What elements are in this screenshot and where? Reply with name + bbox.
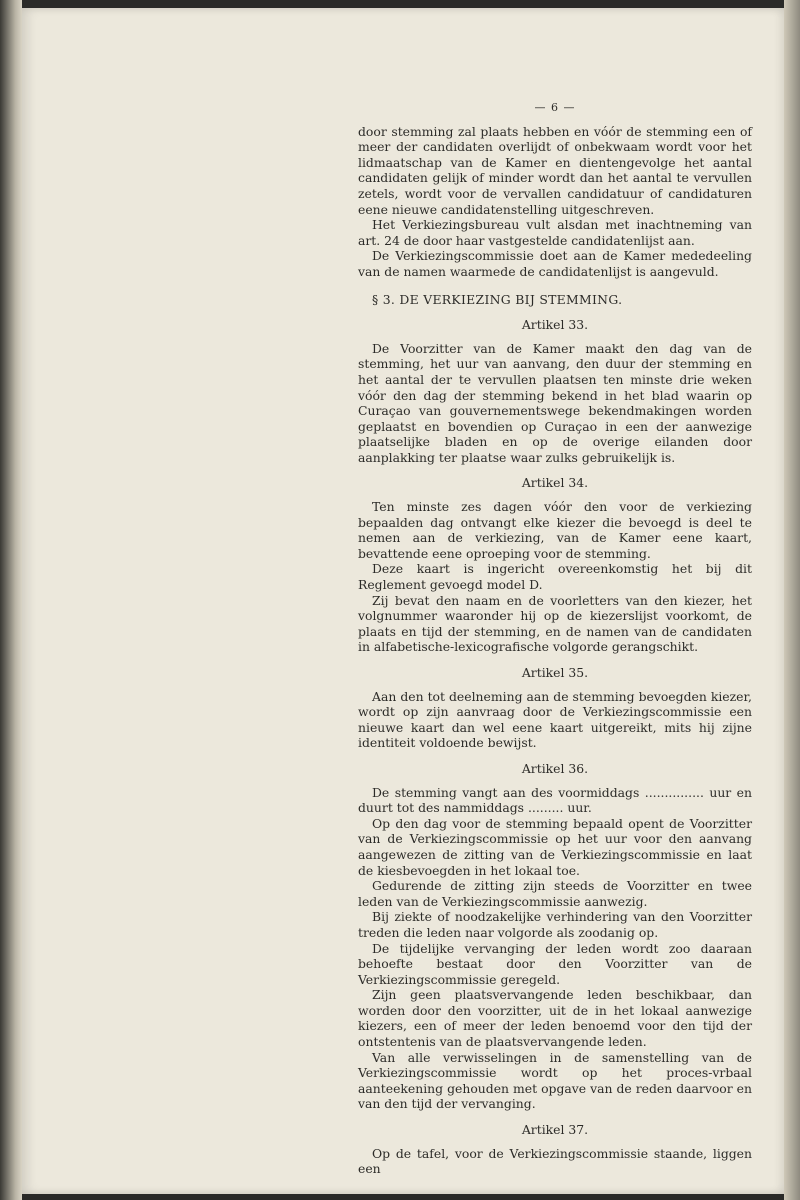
page-text — [358, 100, 752, 1177]
article-paragraph: Van alle verwisselingen in de samenstelling van de Verkiezingscommissie wordt op het proces-vrbaal aanteekening gehouden met opgave van de reden daarvoor en van den tijd der vervanging. — [358, 1049, 752, 1112]
article-paragraph: Op den dag voor de stemming bepaald opent de Voorzitter van de Verkiezingscommissie op het uur voor den aanvang aangewezen de zitting van de Verkiezingscommissie en laat de kiesbevoegden in het lokaal toe. — [358, 815, 752, 878]
article-paragraph: Aan den tot deelneming aan de stemming bevoegden kiezer, wordt op zijn aanvraag door de Verkiezingscommissie een nieuwe kaart dan wel eene kaart uitgereikt, mits hij zijne identiteit voldoende bewijst. — [358, 688, 752, 751]
article-heading: Artikel 33. — [521, 317, 589, 333]
article-paragraph: Zijn geen plaatsvervangende leden beschikbaar, dan worden door den voorzitter, uit de in het lokaal aanwezige kiezers, een of meer der leden benoemd voor den tijd der ontstentenis van de plaatsvervangende leden. — [358, 987, 752, 1050]
intro-paragraph: Het Verkiezingsbureau vult alsdan met inachtneming van art. 24 de door haar vastgestelde candidatenlijst aan. — [358, 217, 752, 248]
article-heading: Artikel 34. — [521, 475, 589, 491]
book-spine-shadow — [0, 0, 22, 1200]
article-paragraph: Bij ziekte of noodzakelijke verhindering van den Voorzitter treden die leden naar volgorde als zoodanig op. — [358, 909, 752, 940]
intro-paragraph: De Verkiezingscommissie doet aan de Kamer mededeeling van de namen waarmede de candidatenlijst is aangevuld. — [358, 248, 752, 279]
article-paragraph: Gedurende de zitting zijn steeds de Voorzitter en twee leden van de Verkiezingscommissie aanwezig. — [358, 878, 752, 909]
section-title: § 3. DE VERKIEZING BIJ STEMMING. — [372, 291, 623, 307]
article-heading: Artikel 36. — [521, 760, 589, 776]
article-paragraph: De tijdelijke vervanging der leden wordt zoo daaraan behoefte bestaat door den Voorzitter van de Verkiezingscommissie geregeld. — [358, 940, 752, 987]
article-paragraph: Zij bevat den naam en de voorletters van den kiezer, het volgnummer waaronder hij op de kiezerslijst voorkomt, de plaats en tijd der stemming, en de namen van de candidaten in alfabetische-lexicografische volgorde gerangschikt. — [358, 592, 752, 655]
article-heading: Artikel 35. — [521, 665, 589, 680]
article-paragraph: Op de tafel, voor de Verkiezingscommissie staande, liggen een — [358, 1145, 752, 1177]
article-heading: Artikel 37. — [521, 1122, 589, 1138]
page-edge — [784, 0, 800, 1200]
article-paragraph: Deze kaart is ingericht overeenkomstig het bij dit Reglement gevoegd model D. — [358, 561, 752, 593]
article-paragraph: De stemming vangt aan des voormiddags ............... uur en duurt tot des nammiddags ......... uur. — [358, 784, 752, 816]
intro-paragraph: door stemming zal plaats hebben en vóór de stemming een of meer der candidaten overlijdt of onbekwaam wordt voor het lidmaatschap van de Kamer en dientengevolge het aantal candidaten gelijk of minder wordt dan het aantal te vervullen zetels, wordt voor de vervallen candidatuur of candidaturen eene nieuwe candidatenstelling uitgeschreven. — [358, 123, 752, 217]
article-paragraph: Ten minste zes dagen vóór den voor de verkiezing bepaalden dag ontvangt elke kiezer die bevoegd is deel te nemen aan de verkiezing, van de Kamer eene kaart, bevattende eene oproeping voor de stemming. — [358, 499, 752, 561]
article-paragraph: De Voorzitter van de Kamer maakt den dag van de stemming, het uur van aanvang, den duur der stemming en het aantal der te vervullen plaatsen ten minste drie weken vóór den dag der stemming bekend in het blad waarin op Curaçao van gouvernementswege bekendmakingen worden geplaatst en bovendien op Curaçao in een der aanwezige plaatselijke bladen en op de overige eilanden door aanplakking ter plaatse waar zulks gebruikelijk is. — [358, 340, 752, 465]
page-number: — 6 — — [534, 101, 576, 114]
